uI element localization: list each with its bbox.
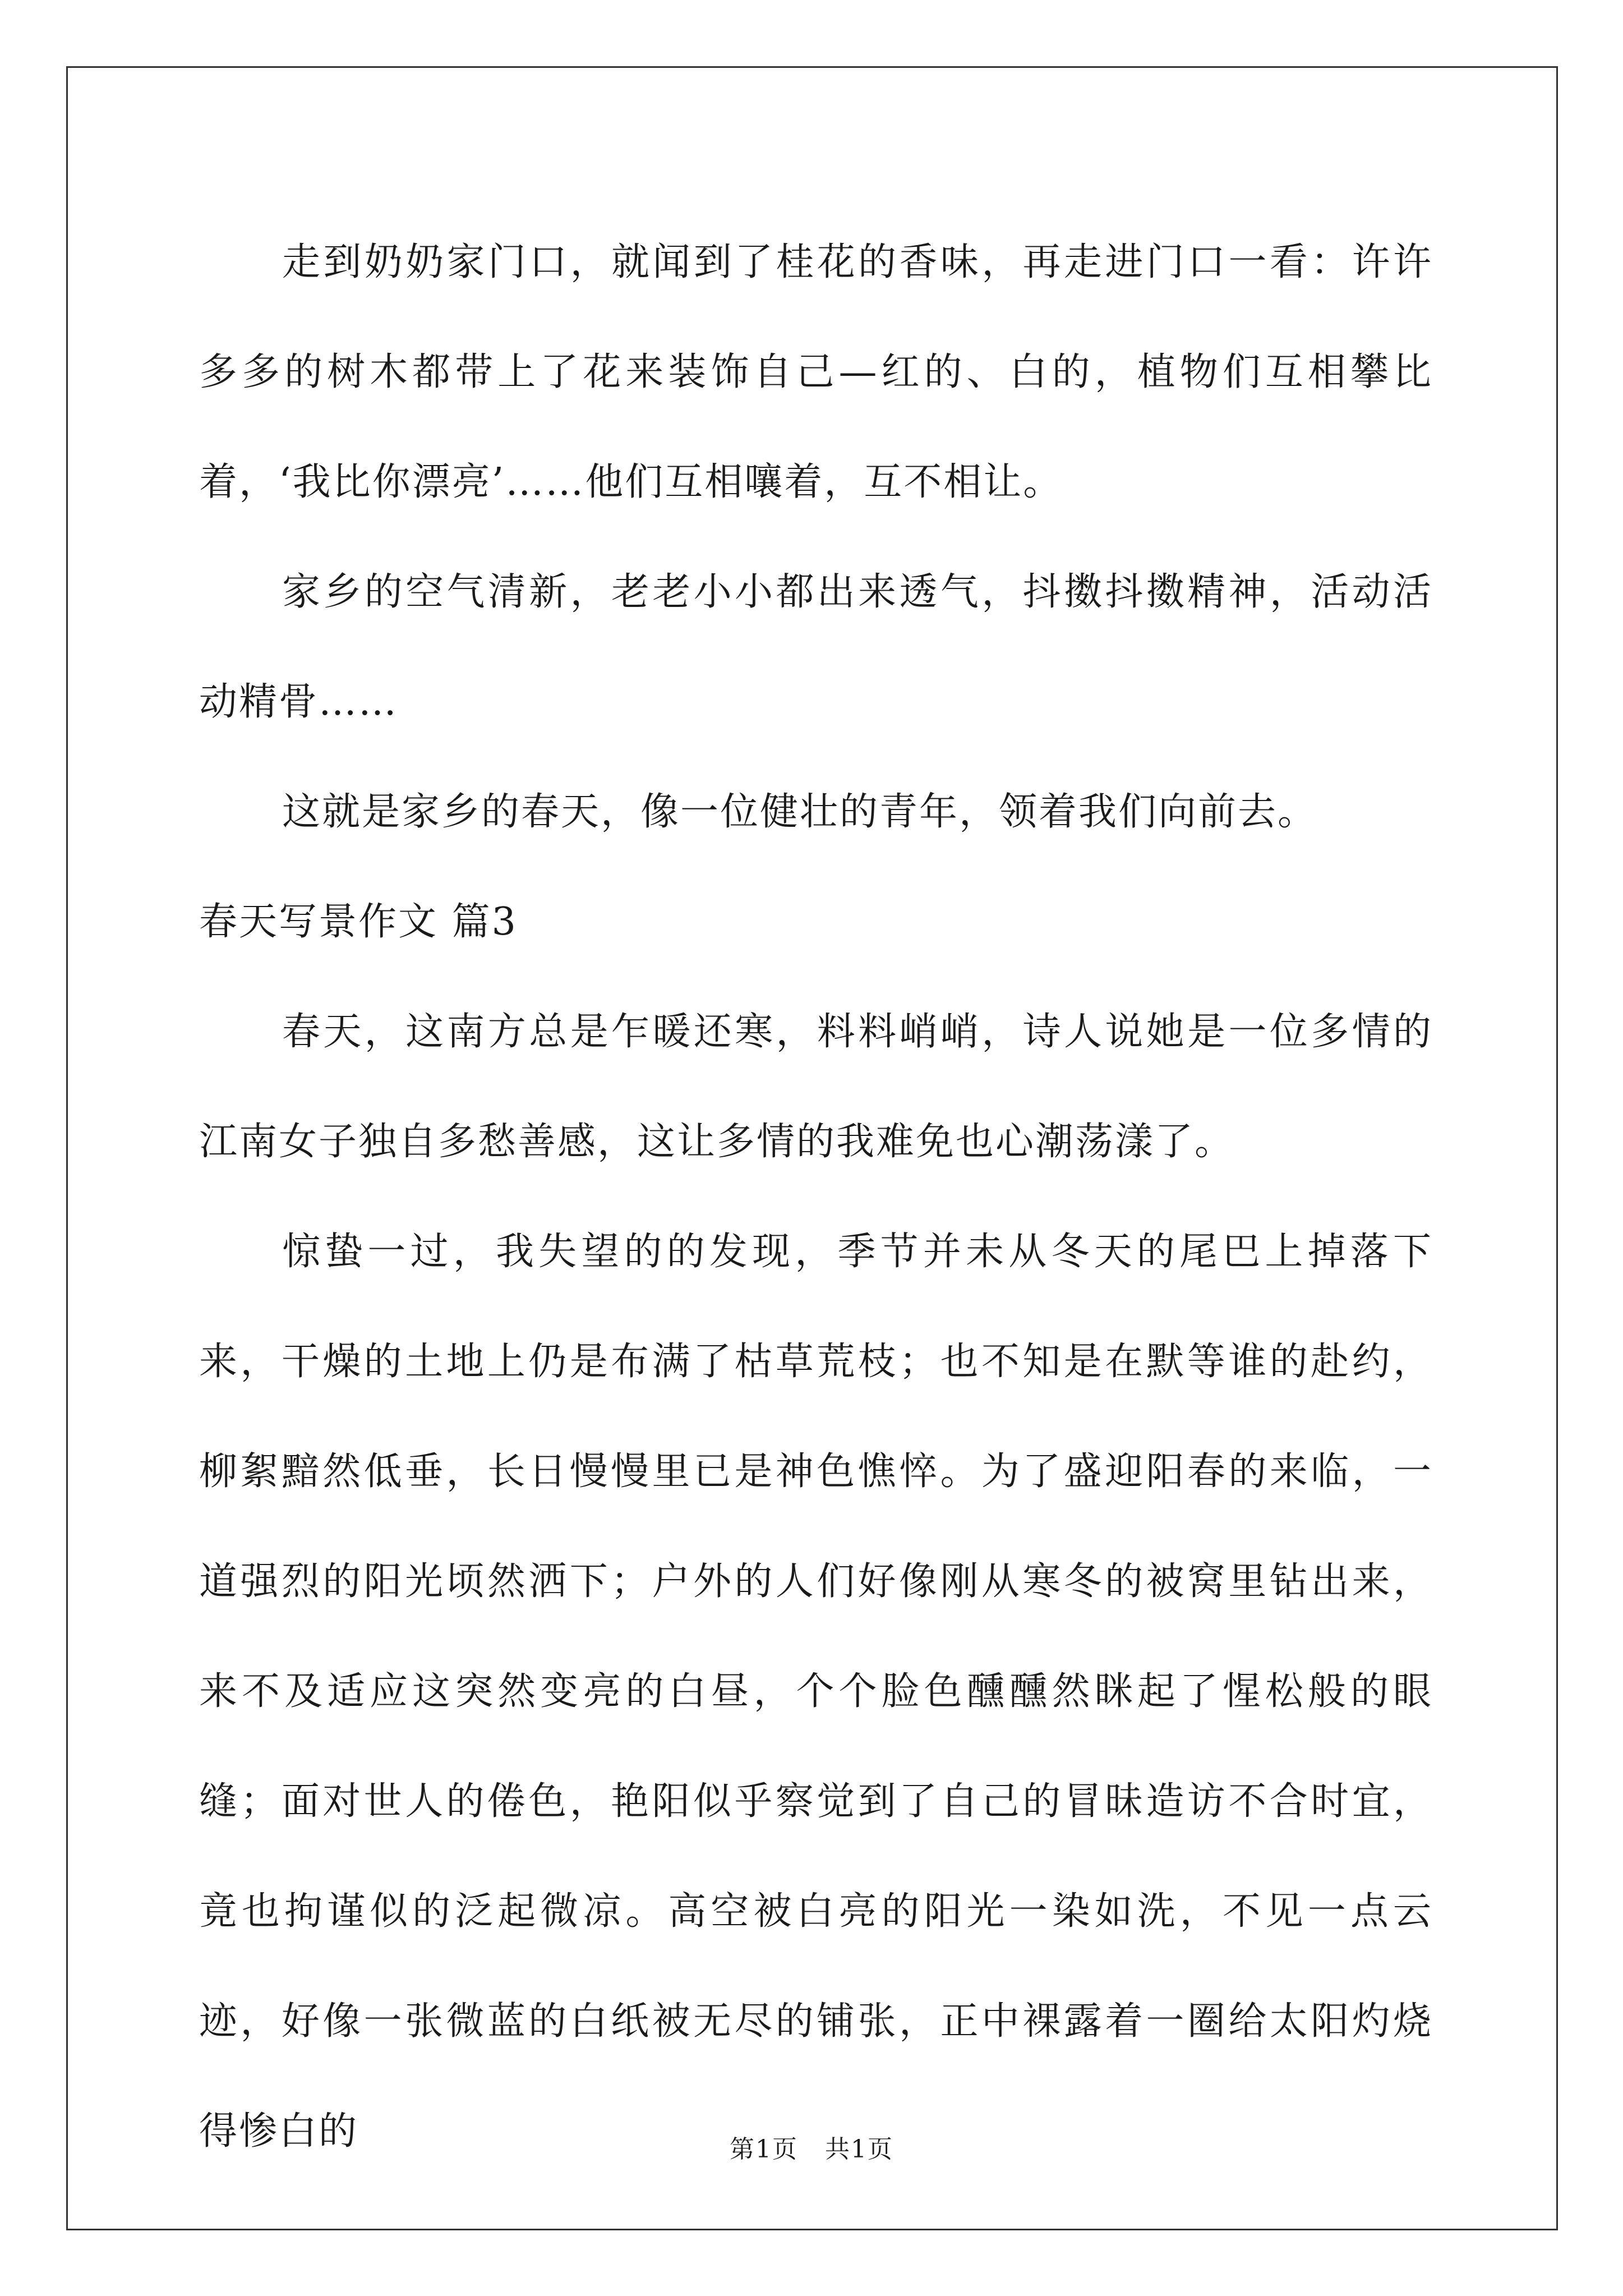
paragraph: 这就是家乡的春天，像一位健壮的青年，领着我们向前去。: [282, 790, 1318, 834]
paragraph: 春天，这南方总是乍暖还寒，料料峭峭，诗人说她是一位多情的江南女子独自多愁善感，这让多情的我难免也心潮荡漾了。: [199, 1010, 1433, 1164]
document-body: [199, 208, 1433, 2187]
paragraph: 家乡的空气清新，老老小小都出来透气，抖擞抖擞精神，活动活动精骨……: [199, 570, 1433, 724]
paragraph: 走到奶奶家门口，就闻到了桂花的香味，再走进门口一看：许许多多的树木都带上了花来装饰自己—红的、白的，植物们互相攀比着，‘我比你漂亮’……他们互相嚷着，互不相让。: [199, 240, 1433, 504]
paragraph: 惊蛰一过，我失望的的发现，季节并未从冬天的尾巴上掉落下来，干燥的土地上仍是布满了枯草荒枝；也不知是在默等谁的赴约，柳絮黯然低垂，长日慢慢里已是神色憔悴。为了盛迎阳春的来临，一道强烈的阳光顷然洒下；户外的人们好像刚从寒冬的被窝里钻出来，来不及适应这突然变亮的白昼，个个脸色醺醺然眯起了惺松般的眼缝；面对世人的倦色，艳阳似乎察觉到了自己的冒昧造访不合时宜，竟也拘谨似的泛起微凉。高空被白亮的阳光一染如洗，不见一点云迹，好像一张微蓝的白纸被无尽的铺张，正中裸露着一圈给太阳灼烧得惨白的: [199, 1230, 1433, 2154]
section-heading: 春天写景作文 篇3: [199, 900, 518, 944]
page-footer: 第1页 共1页: [730, 2135, 893, 2164]
